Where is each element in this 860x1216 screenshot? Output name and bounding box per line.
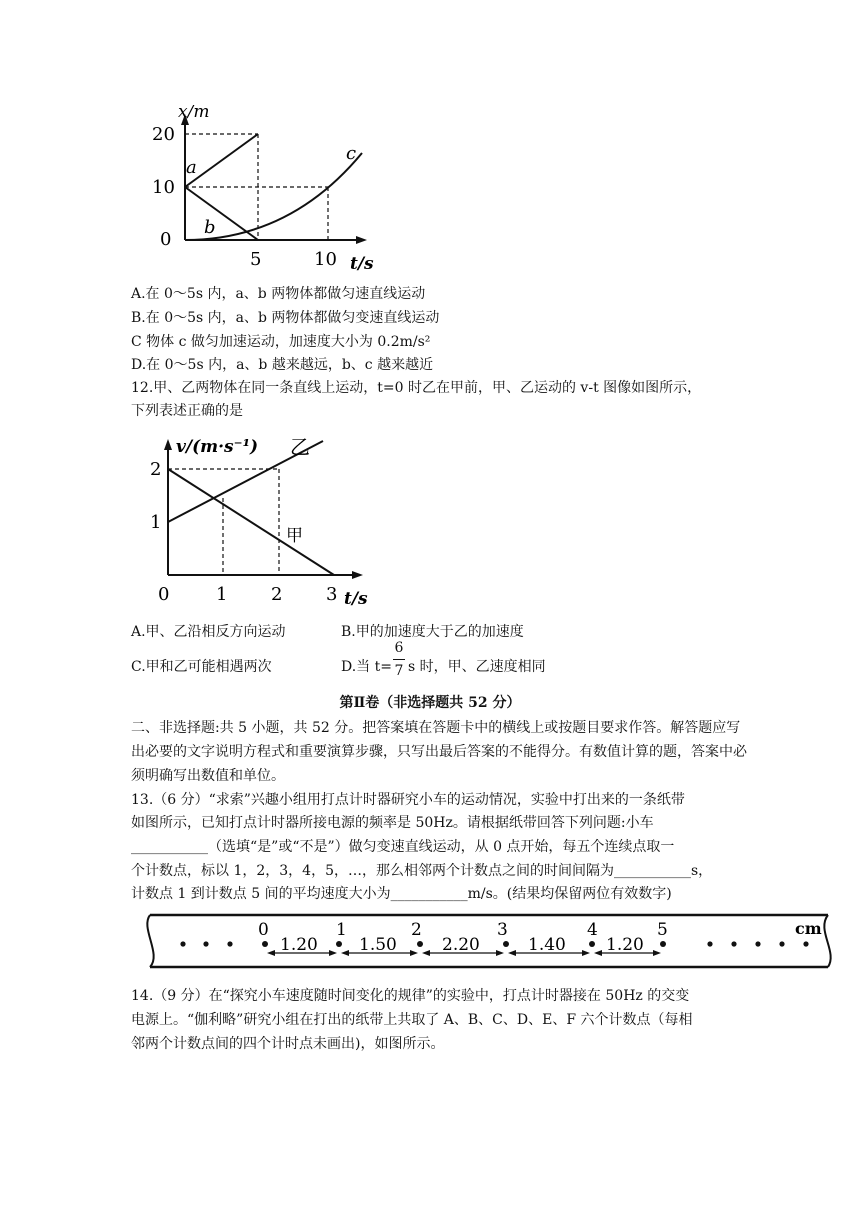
q11-xtick-10: 10 [314,249,337,270]
q12-stem-line1: 12.甲、乙两物体在同一条直线上运动，t=0 时乙在甲前，甲、乙运动的 v-t 图像如图所示， [131,380,702,396]
q12-xtick-3: 3 [326,584,338,605]
q11-option-d: D.在 0～5s 内，a、b 越来越远，b、c 越来越近 [131,357,434,373]
q13-tape-right-tear [824,915,830,967]
q12-label-yi: 乙 [290,435,310,459]
section2-title: 第Ⅱ卷（非选择题共 52 分） [339,695,521,711]
q12-option-a: A.甲、乙沿相反方向运动 [131,624,286,640]
q12-ytick-2: 2 [150,459,162,480]
q11-ytick-10: 10 [152,177,175,198]
section2-intro: 二、非选择题:共 5 小题，共 52 分。把答案填在答题卡中的横线上或按题目要求作答。解答题应写出必要的文字说明方程式和重要演算步骤，只写出最后答案的不能得分。有数值计算的题，答案中必须明确写出数值和单位。 [131,720,747,784]
q12-option-d-fraction-bar [393,659,405,660]
q11-option-b: B.在 0～5s 内，a、b 两物体都做匀变速直线运动 [131,310,440,326]
q14-line3: 邻两个计数点间的四个计时点未画出)，如图所示。 [131,1036,445,1052]
q11-label-c: c [346,143,357,164]
q12-x-label: t/s [344,589,368,609]
q13-point-2: 2 [411,920,422,940]
q12-option-d-suffix: s 时，甲、乙速度相同 [408,659,546,675]
q11-xt-graph [140,105,400,275]
q11-option-c: C 物体 c 做匀加速运动，加速度大小为 0.2m/s² [131,334,431,350]
q13-point-1: 1 [336,920,347,940]
q12-option-c: C.甲和乙可能相遇两次 [131,659,272,675]
q11-xtick-5: 5 [250,249,262,270]
q13-line5: 计数点 1 到计数点 5 间的平均速度大小为___________m/s。(结果均保留两位有效数字) [131,886,672,902]
q11-label-b: b [204,217,216,238]
q14-line2: 电源上。“伽利略”研究小组在打出的纸带上共取了 A、B、C、D、E、F 六个计数点（每相 [131,1012,693,1028]
q12-option-b: B.甲的加速度大于乙的加速度 [341,624,524,640]
q12-label-jia: 甲 [286,526,303,546]
q13-line3: ___________（选填“是”或“不是”）做匀变速直线运动，从 0 点开始，每五个连续点取一 [131,839,675,855]
q11-label-a: a [186,157,197,178]
q12-xtick-2: 2 [271,584,283,605]
q13-tape-left-tear [147,915,153,967]
q12-ytick-1: 1 [150,512,162,533]
q11-x-arrow-icon [356,236,367,244]
q12-y-label: v/(m·s⁻¹) [176,437,259,457]
q13-distance-12: 1.50 [359,935,397,955]
q13-line4: 个计数点，标以 1，2，3，4，5，…，那么相邻两个计数点之间的时间间隔为___________s， [131,863,713,879]
q12-y-arrow-icon [164,439,172,450]
q12-x-arrow-icon [352,571,363,579]
q11-ytick-20: 20 [152,124,175,145]
q12-stem-line2: 下列表述正确的是 [131,403,243,419]
q11-y-label: x/m [178,105,210,122]
q13-point-0: 0 [258,920,269,940]
q13-paper-tape [140,908,840,974]
q13-point-3: 3 [497,920,508,940]
q11-option-a: A.在 0～5s 内，a、b 两物体都做匀速直线运动 [131,286,426,302]
q13-distance-34: 1.40 [528,935,566,955]
q12-vt-graph [140,426,400,612]
q12-option-d-numerator: 6 [394,640,404,656]
q14-line1: 14.（9 分）在“探究小车速度随时间变化的规律”的实验中，打点计时器接在 50Hz 的交变 [131,988,690,1004]
q12-line-jia [168,469,334,575]
q13-line2: 如图所示，已知打点计时器所接电源的频率是 50Hz。请根据纸带回答下列问题:小车 [131,815,654,831]
q12-option-d-prefix: D.当 t= [341,659,392,675]
q11-x-label: t/s [350,254,374,274]
q13-point-4: 4 [587,920,598,940]
q13-distance-23: 2.20 [442,935,480,955]
q13-line1: 13.（6 分）“求索”兴趣小组用打点计时器研究小车的运动情况，实验中打出来的一条纸带 [131,792,685,808]
q12-ytick-0: 0 [158,584,170,605]
q13-unit-cm: cm [795,919,822,938]
q11-ytick-0: 0 [160,229,172,250]
q13-distance-45: 1.20 [606,935,644,955]
q13-point-5: 5 [657,920,668,940]
q12-option-d-denominator: 7 [394,663,404,679]
q12-xtick-1: 1 [216,584,228,605]
q13-distance-01: 1.20 [280,935,318,955]
